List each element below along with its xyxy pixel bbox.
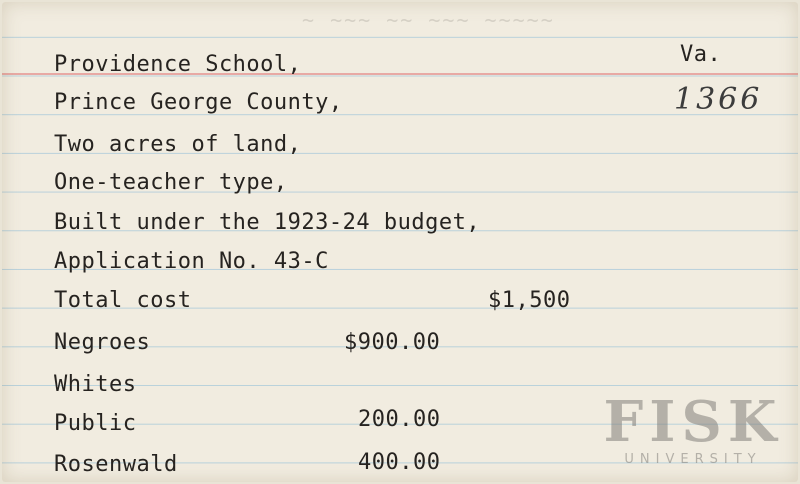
negroes-value: $900.00 [344,330,441,355]
rosenwald-value: 400.00 [358,450,441,475]
faded-erased-text: ~ ~~~ ~~ ~~~ ~~~~~ [302,8,555,32]
school-name-line: Providence School, [54,52,302,77]
watermark-sub-text: UNIVERSITY [624,452,762,467]
total-cost-label: Total cost [54,288,192,313]
state-abbreviation: Va. [680,42,722,67]
budget-line: Built under the 1923-24 budget, [54,210,481,235]
handwritten-card-number: 1366 [674,82,763,117]
index-card [2,2,798,482]
application-line: Application No. 43-C [54,249,329,274]
public-label: Public [54,411,137,436]
whites-label: Whites [54,372,137,397]
rosenwald-label: Rosenwald [54,452,178,477]
total-cost-value: $1,500 [488,288,571,313]
county-line: Prince George County, [54,90,343,115]
public-value: 200.00 [358,407,441,432]
land-line: Two acres of land, [54,132,302,157]
type-line: One-teacher type, [54,170,288,195]
fisk-university-watermark [598,389,788,467]
negroes-label: Negroes [54,330,151,355]
watermark-main-text: FISK [603,389,783,455]
